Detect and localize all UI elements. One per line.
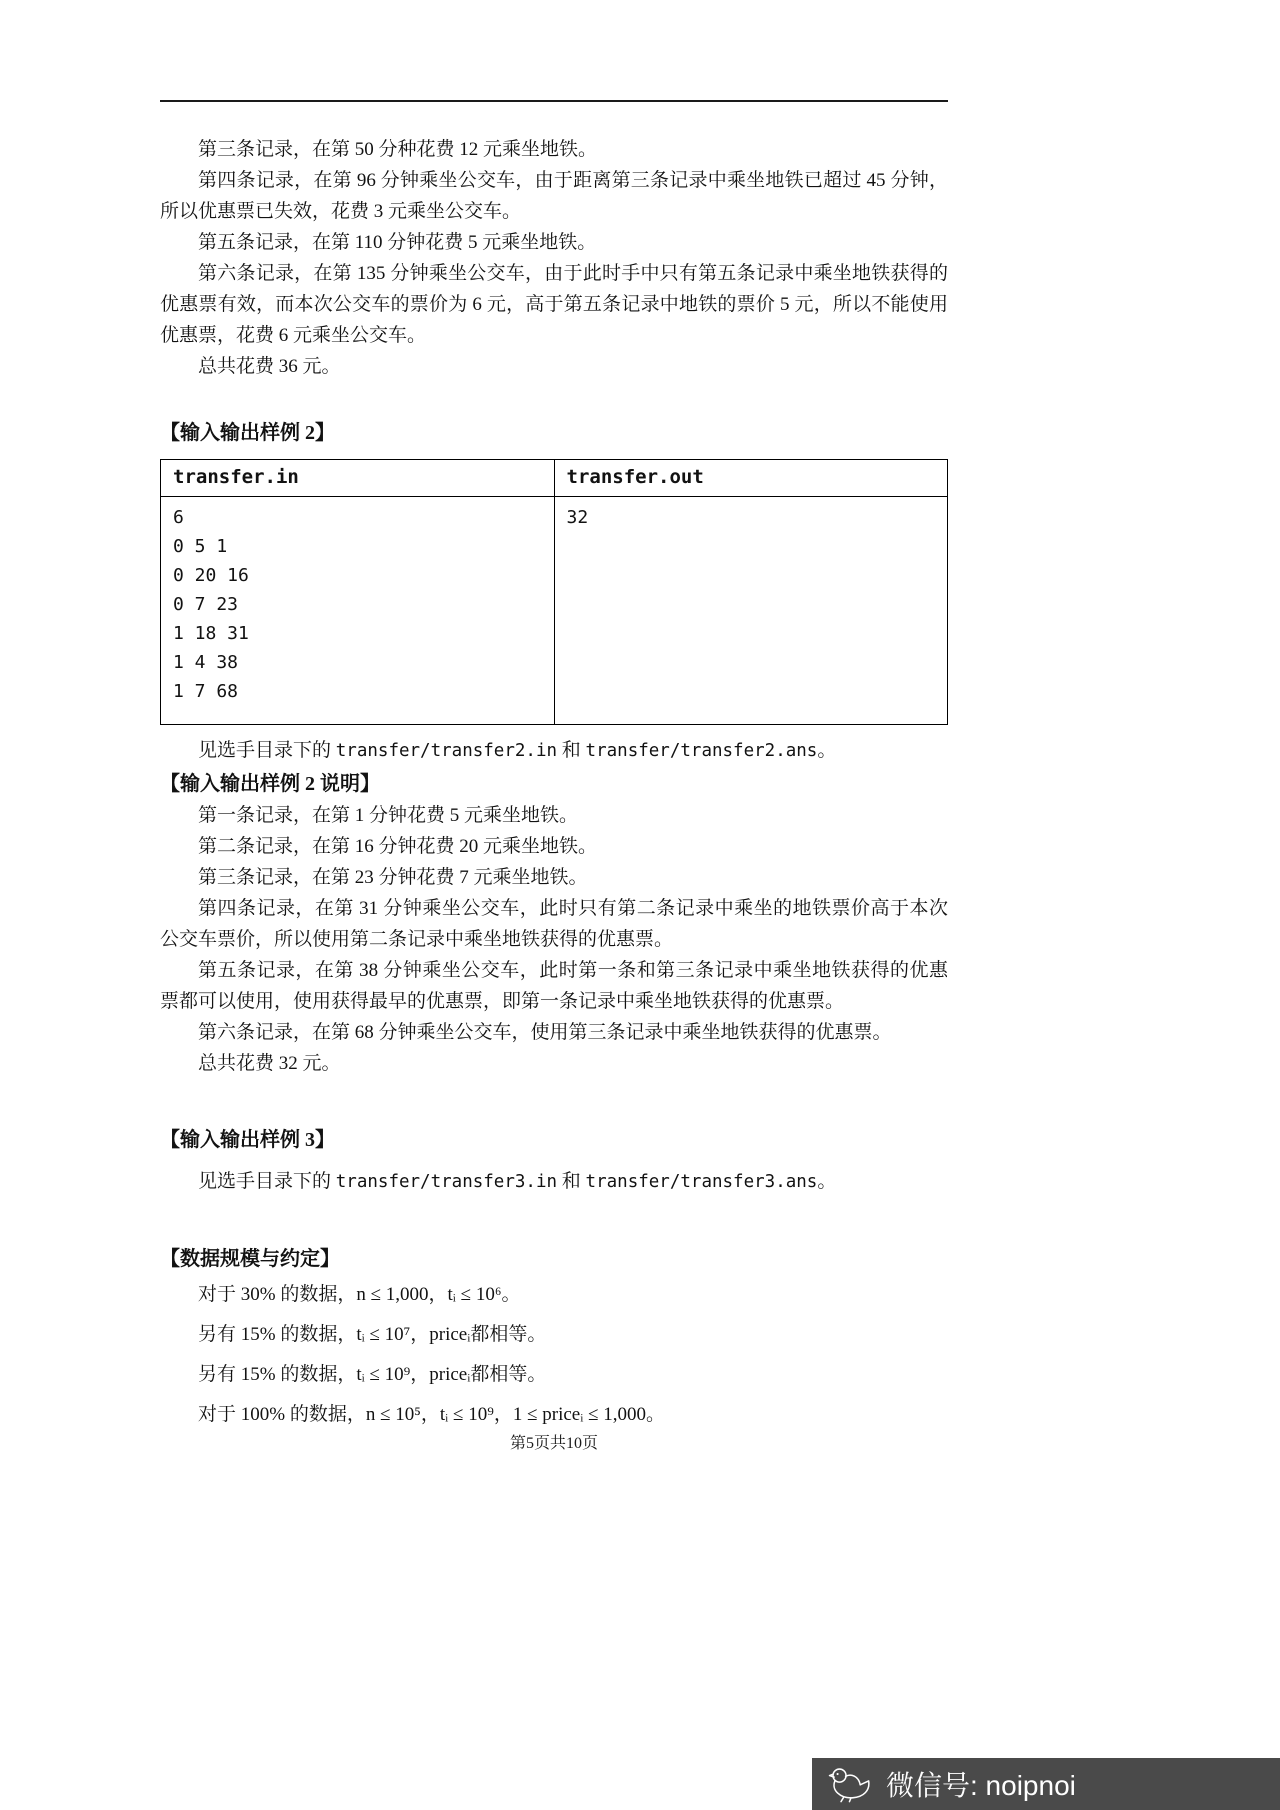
- paragraph: 总共花费 32 元。: [198, 1053, 341, 1074]
- file-note-suffix: 。: [817, 740, 837, 761]
- file-note-prefix: 见选手目录下的: [198, 1171, 336, 1192]
- paragraph: 第三条记录，在第 50 分种花费 12 元乘坐地铁。: [198, 139, 598, 160]
- io-table-header-output: transfer.out: [554, 460, 948, 497]
- file-note-conjunction: 和: [557, 740, 586, 761]
- page-content: [160, 100, 948, 1435]
- paragraph: 第五条记录，在第 38 分钟乘坐公交车，此时第一条和第三条记录中乘坐地铁获得的优惠票都可以使用，使用获得最早的优惠票，即第一条记录中乘坐地铁获得的优惠票。: [160, 960, 948, 1012]
- output-code-line: 32: [566, 507, 589, 528]
- wechat-icon: [828, 1765, 874, 1803]
- paragraph: 第四条记录，在第 96 分钟乘坐公交车，由于距离第三条记录中乘坐地铁已超过 45 分钟，所以优惠票已失效，花费 3 元乘坐公交车。: [160, 170, 948, 222]
- constraint-line: 另有 15% 的数据，tᵢ ≤ 10⁷，priceᵢ都相等。: [198, 1324, 547, 1345]
- io-table-header-input: transfer.in: [161, 460, 555, 497]
- sample2-explanation-block: [160, 800, 948, 1079]
- input-code-line: 1 7 68: [173, 681, 239, 702]
- sample-input-cell: [161, 497, 555, 725]
- input-code-line: 1 18 31: [173, 623, 249, 644]
- sample2-file-reference: [160, 735, 948, 767]
- input-code-line: 0 7 23: [173, 594, 239, 615]
- paragraph: 第三条记录，在第 23 分钟花费 7 元乘坐地铁。: [198, 867, 588, 888]
- sample2-io-table: [160, 459, 948, 725]
- paragraph: 第六条记录，在第 68 分钟乘坐公交车，使用第三条记录中乘坐地铁获得的优惠票。: [198, 1022, 892, 1043]
- sample2-explanation-heading: 【输入输出样例 2 说明】: [160, 773, 380, 795]
- sample3-heading: 【输入输出样例 3】: [160, 1129, 335, 1151]
- file-note-prefix: 见选手目录下的: [198, 740, 336, 761]
- constraints-block: [160, 1275, 948, 1435]
- sample-output-cell: [554, 497, 948, 725]
- paragraph: 第四条记录，在第 31 分钟乘坐公交车，此时只有第二条记录中乘坐的地铁票价高于本次公交车票价，所以使用第二条记录中乘坐地铁获得的优惠票。: [160, 898, 948, 950]
- file-note-suffix: 。: [817, 1171, 837, 1192]
- sample3-file-reference: [160, 1166, 948, 1198]
- paragraph: 第五条记录，在第 110 分钟花费 5 元乘坐地铁。: [198, 232, 597, 253]
- io-table-header-row: [161, 460, 948, 497]
- paragraph: 第二条记录，在第 16 分钟花费 20 元乘坐地铁。: [198, 836, 598, 857]
- header-divider: [160, 100, 948, 102]
- constraint-line: 对于 100% 的数据，n ≤ 10⁵，tᵢ ≤ 10⁹，1 ≤ priceᵢ ≤ 1,000。: [198, 1404, 666, 1425]
- watermark-label: 微信号: noipnoi: [886, 1770, 1076, 1801]
- constraint-line: 对于 30% 的数据，n ≤ 1,000，tᵢ ≤ 10⁶。: [198, 1284, 521, 1305]
- input-code-line: 6: [173, 507, 184, 528]
- sample1-explanation-block: [160, 134, 948, 382]
- input-filename: transfer/transfer3.in: [335, 1172, 558, 1192]
- input-code-line: 0 20 16: [173, 565, 249, 586]
- page-number: 第5页共10页: [509, 1435, 598, 1452]
- watermark-bar: [812, 1758, 1280, 1810]
- sample2-heading: 【输入输出样例 2】: [160, 422, 335, 444]
- paragraph: 第六条记录，在第 135 分钟乘坐公交车，由于此时手中只有第五条记录中乘坐地铁获得的优惠票有效，而本次公交车的票价为 6 元，高于第五条记录中地铁的票价 5 元，所以不能使用优惠票，花费 6 元乘坐公交车。: [160, 263, 948, 346]
- io-table-body-row: [161, 497, 948, 725]
- constraints-heading: 【数据规模与约定】: [160, 1248, 340, 1270]
- answer-filename: transfer/transfer2.ans: [585, 741, 818, 761]
- input-code-line: 0 5 1: [173, 536, 228, 557]
- input-code-line: 1 4 38: [173, 652, 239, 673]
- paragraph: 总共花费 36 元。: [198, 356, 341, 377]
- file-note-conjunction: 和: [557, 1171, 586, 1192]
- constraint-line: 另有 15% 的数据，tᵢ ≤ 10⁹，priceᵢ都相等。: [198, 1364, 547, 1385]
- answer-filename: transfer/transfer3.ans: [585, 1172, 818, 1192]
- input-filename: transfer/transfer2.in: [335, 741, 558, 761]
- paragraph: 第一条记录，在第 1 分钟花费 5 元乘坐地铁。: [198, 805, 579, 826]
